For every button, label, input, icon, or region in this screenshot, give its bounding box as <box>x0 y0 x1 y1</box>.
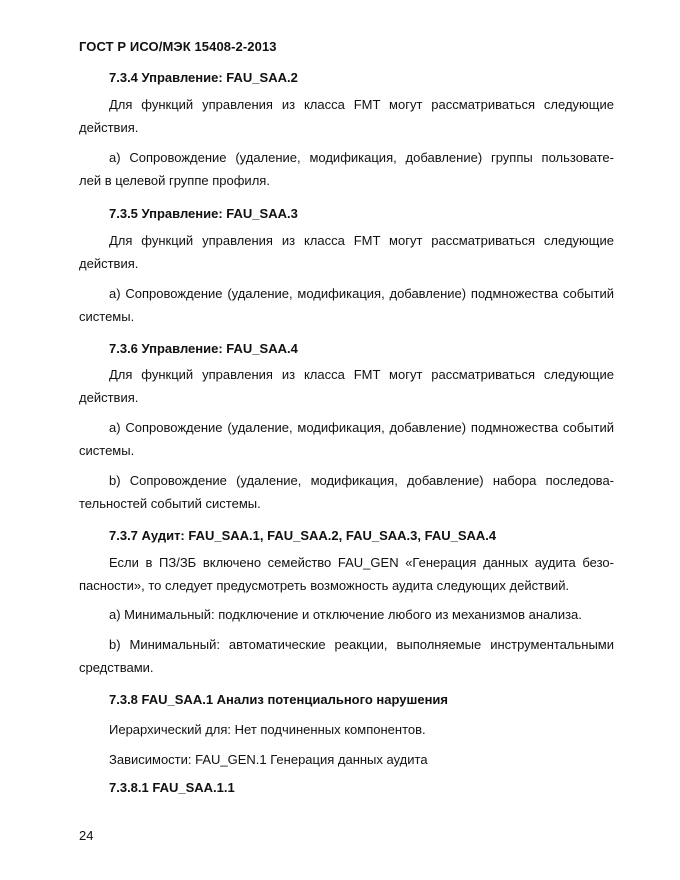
list-item-a-cont: системы. <box>79 443 135 458</box>
section-heading-7-3-6: 7.3.6 Управление: FAU_SAA.4 <box>109 341 298 356</box>
paragraph-line: действия. <box>79 390 139 405</box>
subsection-heading-7-3-8-1: 7.3.8.1 FAU_SAA.1.1 <box>109 780 235 795</box>
list-item-a: a) Сопровождение (удаление, модификация, добавление) подмножества событий <box>109 286 614 301</box>
list-item-a: a) Сопровождение (удаление, модификация, добавление) группы пользовате- <box>109 150 614 165</box>
list-item-a: a) Минимальный: подключение и отключение любого из механизмов анализа. <box>109 607 582 622</box>
section-heading-7-3-4: 7.3.4 Управление: FAU_SAA.2 <box>109 70 298 85</box>
paragraph-line: Для функций управления из класса FMT могут рассматриваться следующие <box>109 97 614 112</box>
paragraph-line: действия. <box>79 120 139 135</box>
section-heading-7-3-8: 7.3.8 FAU_SAA.1 Анализ потенциального нарушения <box>109 692 448 707</box>
paragraph-line: пасности», то следует предусмотреть возможность аудита следующих действий. <box>79 578 570 593</box>
paragraph-line: действия. <box>79 256 139 271</box>
paragraph-line: Если в ПЗ/ЗБ включено семейство FAU_GEN «Генерация данных аудита безо- <box>109 555 614 570</box>
document-header: ГОСТ Р ИСО/МЭК 15408-2-2013 <box>79 39 277 54</box>
paragraph-line: Для функций управления из класса FMT могут рассматриваться следующие <box>109 233 614 248</box>
list-item-b-cont: средствами. <box>79 660 154 675</box>
page-number: 24 <box>79 828 94 843</box>
hierarchy-line: Иерархический для: Нет подчиненных компонентов. <box>109 722 426 737</box>
dependencies-line: Зависимости: FAU_GEN.1 Генерация данных аудита <box>109 752 428 767</box>
list-item-a: a) Сопровождение (удаление, модификация, добавление) подмножества событий <box>109 420 614 435</box>
list-item-b: b) Сопровождение (удаление, модификация, добавление) набора последова- <box>109 473 614 488</box>
section-heading-7-3-7: 7.3.7 Аудит: FAU_SAA.1, FAU_SAA.2, FAU_SAA.3, FAU_SAA.4 <box>109 528 497 543</box>
paragraph-line: Для функций управления из класса FMT могут рассматриваться следующие <box>109 367 614 382</box>
list-item-b-cont: тельностей событий системы. <box>79 496 261 511</box>
list-item-b: b) Минимальный: автоматические реакции, выполняемые инструментальными <box>109 637 614 652</box>
list-item-a-cont: системы. <box>79 309 135 324</box>
section-heading-7-3-5: 7.3.5 Управление: FAU_SAA.3 <box>109 206 298 221</box>
list-item-a-cont: лей в целевой группе профиля. <box>79 173 270 188</box>
